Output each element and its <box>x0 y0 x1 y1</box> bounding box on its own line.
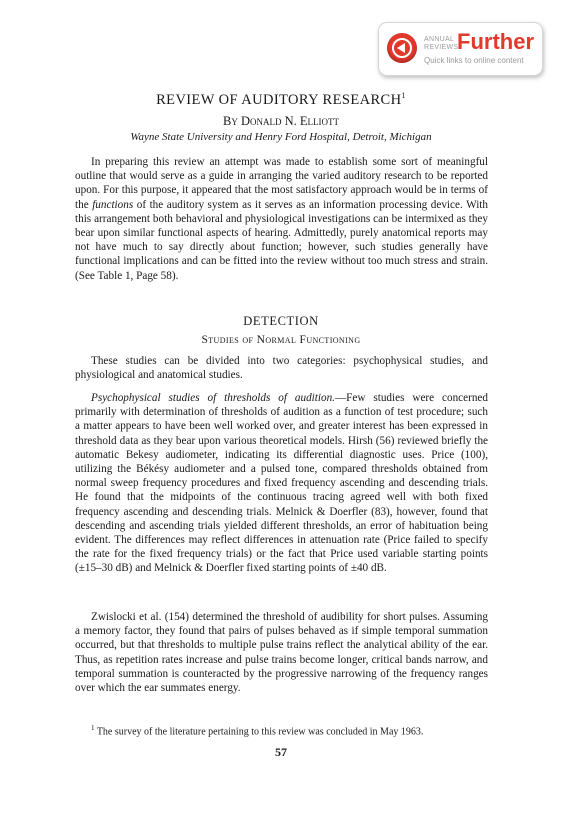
intro-text-part1: In preparing this review an attempt was made to establish some sort of meaningful outline that would serve as a guide in arranging the varied auditory research to be reported upon. For this purpose, it appeared that the most satisfactory approach would be in terms of the <box>75 156 488 211</box>
article-author: By Donald N. Elliott <box>222 114 339 128</box>
article-affiliation: Wayne State University and Henry Ford Hospital, Detroit, Michigan <box>130 131 432 143</box>
zwislocki-paragraph: Zwislocki et al. (154) determined the threshold of audibility for short pulses. Assuming a memory factor, they found that pairs of pulses behaved as if simple temporal summation occurred, but that thresholds to multiple pulse trains reflect the analytical ability of the ear. Thus, as repetition rates increase and pulse trains become longer, critical bands narrow, and temporal summation is counteracted by the progressive narrowing of the frequency ranges over which the ear summates energy. <box>75 611 488 695</box>
page-number: 57 <box>275 745 287 759</box>
footnote-text: The survey of the literature pertaining to this review was concluded in May 1963. <box>94 726 424 738</box>
footnote-mark: 1 <box>91 724 95 732</box>
intro-text-part2: of the auditory system as it serves as an information processing device. With this arrangement both behavioral and physiological investigations can be intermixed as they bear upon similar functional aspects of hearing. Admittedly, purely anatomical reports may not have much to say directly about function; however, such studies generally have functional implications and can be fitted into the review without too much stress and strain. (See Table 1, Page 58). <box>75 198 488 282</box>
categories-paragraph: These studies can be divided into two categories: psychophysical studies, and physiological and anatomical studies. <box>75 355 488 382</box>
footnote <box>75 722 490 738</box>
further-links-badge[interactable] <box>378 22 543 76</box>
title-footnote-mark[interactable]: 1 <box>401 91 406 100</box>
article-title-text: REVIEW OF AUDITORY RESEARCH <box>156 91 402 108</box>
article-title <box>0 91 562 109</box>
intro-italic-word: functions <box>92 198 134 211</box>
thresholds-text: —Few studies were concerned primarily with determination of thresholds of audition as a function of test procedure; such a matter appears to have been well worked over, and greater interest has been expressed in threshold data as they bear upon various theoretical models. Hirsh (56) reviewed briefly the automatic Bekesy audiometer, indicating its differential diagnostic uses. Price (100), utilizing the Békésy audiometer and a pulsed tone, compared thresholds obtained from normal sweep frequency procedures and fixed frequency ascending and descending trials. He found that the midpoints of the continuous tracing agreed well with both fixed frequency ascending and descending trials. Melnick & Doerfler (83), however, found that descending and ascending trials yielded different thresholds, an error of habituation being evident. The differences may reflect differences in attenuation rate (Price failed to specify the rate for the fixed frequency trials) or the fact that Price used variable starting points (±15–30 dB) and Melnick & Doerfler fixed starting points of ±40 dB. <box>75 392 488 575</box>
section-heading-detection: DETECTION <box>243 314 319 328</box>
play-arrow-icon[interactable] <box>387 33 417 63</box>
intro-paragraph <box>75 155 488 283</box>
badge-annual-text: ANNUAL <box>424 36 455 43</box>
thresholds-paragraph <box>75 391 488 576</box>
thresholds-run-head: Psychophysical studies of thresholds of audition. <box>91 392 335 404</box>
badge-reviews-text: REVIEWS <box>424 44 459 51</box>
subsection-heading: Studies of Normal Functioning <box>201 334 361 346</box>
badge-further-text[interactable]: Further <box>457 29 534 54</box>
badge-subtitle: Quick links to online content <box>424 56 524 65</box>
